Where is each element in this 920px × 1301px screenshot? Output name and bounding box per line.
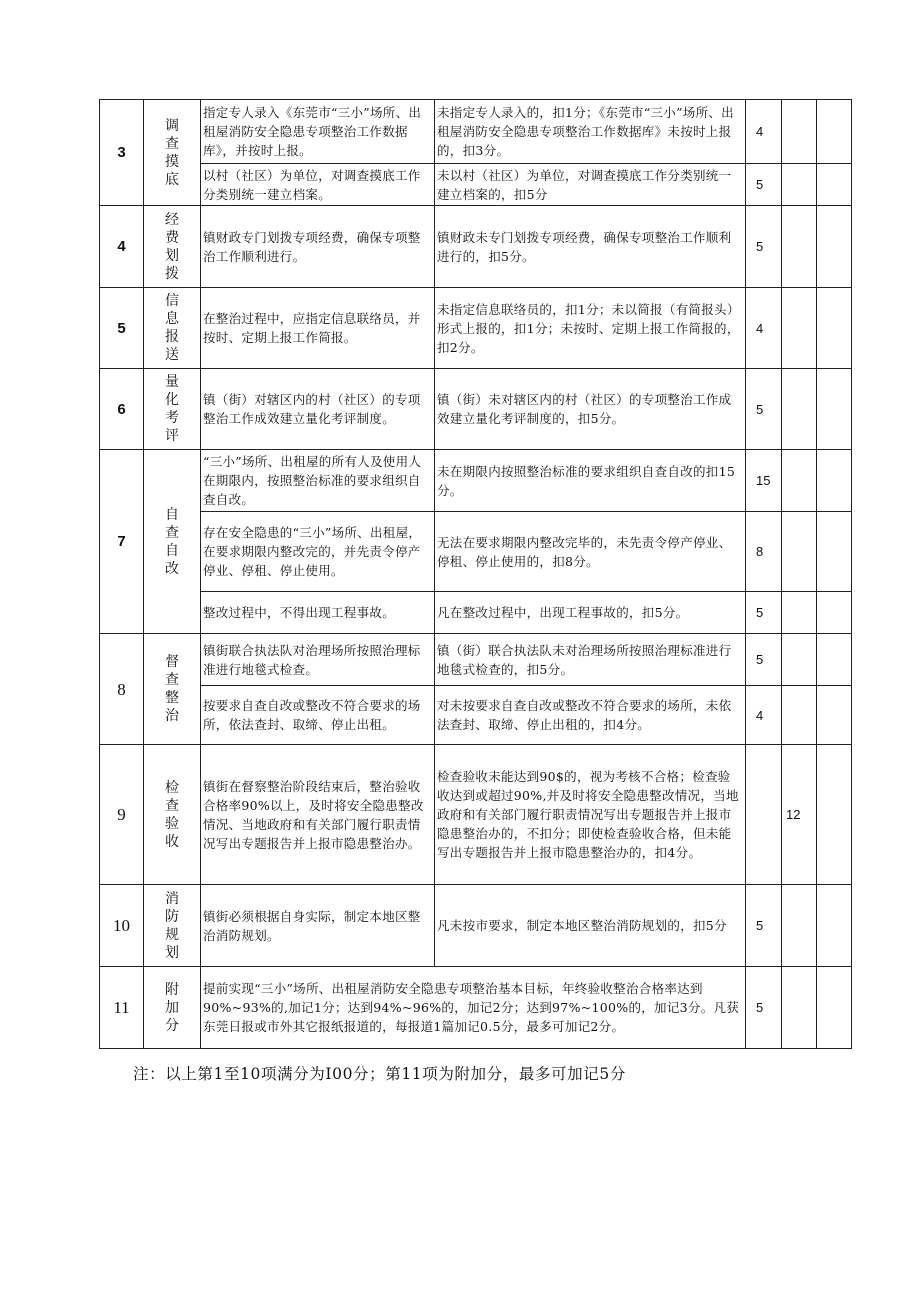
item-requirement: 镇街联合执法队对治理场所按照治理标准进行地毯式检查。 (201, 634, 435, 686)
item-score: 4 (746, 288, 782, 369)
item-score: 8 (746, 512, 782, 592)
blank-cell (782, 100, 817, 164)
item-score: 5 (746, 967, 782, 1049)
item-deduction-criteria: 未指定信息联络员的，扣1分；未以简报（有简报头）形式上报的，扣1分；未按时、定期上报工作简报的，扣2分。 (435, 288, 746, 369)
item-number: 3 (100, 100, 144, 206)
item-deduction-criteria: 凡在整改过程中，出现工程事故的，扣5分。 (435, 592, 746, 634)
blank-cell (782, 634, 817, 686)
blank-cell (817, 686, 852, 745)
table-row (100, 745, 852, 885)
blank-cell (817, 967, 852, 1049)
table-row (100, 634, 852, 686)
item-requirement: “三小”场所、出租屋的所有人及使用人在期限内，按照整治标准的要求组织自查自改。 (201, 450, 435, 512)
item-category: 信息报送 (144, 288, 201, 369)
blank-cell (817, 369, 852, 450)
item-deduction-criteria: 检查验收未能达到90$的，视为考核不合格；检查验收达到或超过90%,并及时将安全隐患整改情况，当地政府和有关部门履行职责情况写出专题报告并上报市隐患整治办的，不扣分；即使检查验收合格，但未能写出专题报告并上报市隐患整治办的，扣4分。 (435, 745, 746, 885)
item-deduction-criteria: 未在期限内按照整治标准的要求组织自查自改的扣15分。 (435, 450, 746, 512)
table-row (100, 164, 852, 206)
item-deduction-criteria: 镇（街）未对辖区内的村（社区）的专项整治工作成效建立量化考评制度的，扣5分。 (435, 369, 746, 450)
item-score: 5 (746, 206, 782, 288)
blank-cell (817, 100, 852, 164)
item-score: 15 (746, 450, 782, 512)
item-deduction-criteria: 无法在要求期限内整改完毕的，未先责令停产停业、停租、停止使用的，扣8分。 (435, 512, 746, 592)
item-number: 5 (100, 288, 144, 369)
table-row (100, 100, 852, 164)
table-row (100, 288, 852, 369)
table-row (100, 206, 852, 288)
blank-cell (782, 885, 817, 967)
item-requirement: 在整治过程中，应指定信息联络员，并按时、定期上报工作简报。 (201, 288, 435, 369)
item-score: 5 (746, 369, 782, 450)
item-requirement: 存在安全隐患的“三小”场所、出租屋，在要求期限内整改完的，并先责令停产停业、停租、停止使用。 (201, 512, 435, 592)
blank-cell (817, 512, 852, 592)
blank-cell (782, 592, 817, 634)
item-score: 4 (746, 100, 782, 164)
item-category: 消防规划 (144, 885, 201, 967)
item-score: 5 (746, 592, 782, 634)
blank-cell (817, 745, 852, 885)
item-deduction-criteria: 未以村（社区）为单位，对调查摸底工作分类别统一建立档案的，扣5分 (435, 164, 746, 206)
item-category: 经费划拨 (144, 206, 201, 288)
table-row (100, 592, 852, 634)
item-requirement: 镇财政专门划拨专项经费，确保专项整治工作顺利进行。 (201, 206, 435, 288)
item-number: 9 (100, 745, 144, 885)
item-number: 7 (100, 450, 144, 634)
blank-cell (817, 592, 852, 634)
item-number: 10 (100, 885, 144, 967)
item-category: 督查整治 (144, 634, 201, 745)
table-row (100, 967, 852, 1049)
blank-cell (782, 164, 817, 206)
item-requirement: 镇街必须根据自身实际，制定本地区整治消防规划。 (201, 885, 435, 967)
blank-cell (782, 512, 817, 592)
item-number: 6 (100, 369, 144, 450)
item-number: 4 (100, 206, 144, 288)
blank-cell (782, 686, 817, 745)
blank-cell (817, 288, 852, 369)
item-number: 11 (100, 967, 144, 1049)
blank-cell (782, 450, 817, 512)
blank-cell (817, 450, 852, 512)
item-score: 12 (782, 745, 817, 885)
item-requirement: 指定专人录入《东莞市“三小”场所、出租屋消防安全隐患专项整治工作数据库》，并按时上报。 (201, 100, 435, 164)
item-score: 4 (746, 686, 782, 745)
item-category: 调查摸底 (144, 100, 201, 206)
footnote: 注：以上第1至10项满分为I00分；第11项为附加分，最多可加记5分 (133, 1065, 626, 1083)
blank-cell (817, 164, 852, 206)
blank-cell (782, 967, 817, 1049)
item-deduction-criteria: 凡未按市要求，制定本地区整治消防规划的，扣5分 (435, 885, 746, 967)
item-requirement: 以村（社区）为单位，对调查摸底工作分类别统一建立档案。 (201, 164, 435, 206)
blank-cell (746, 745, 782, 885)
item-category: 检查验收 (144, 745, 201, 885)
item-deduction-criteria: 未指定专人录入的，扣1分；《东莞市“三小”场所、出租屋消防安全隐患专项整治工作数据库》未按时上报的，扣3分。 (435, 100, 746, 164)
blank-cell (817, 206, 852, 288)
item-deduction-criteria: 对未按要求自查自改或整改不符合要求的场所，未依法查封、取缔、停止出租的，扣4分。 (435, 686, 746, 745)
item-requirement: 按要求自查自改或整改不符合要求的场所，依法查封、取缔、停止出租。 (201, 686, 435, 745)
scoring-table (99, 99, 852, 1049)
bonus-description: 提前实现“三小”场所、出租屋消防安全隐患专项整治基本目标，年终验收整治合格率达到90%~93%的,加记1分；达到94%~96%的，加记2分；达到97%~100%的，加记3分。凡获东莞日报或市外其它报纸报道的，每报道1篇加记0.5分，最多可加记2分。 (201, 967, 746, 1049)
blank-cell (817, 885, 852, 967)
item-deduction-criteria: 镇（街）联合执法队未对治理场所按照治理标准进行地毯式检查的，扣5分。 (435, 634, 746, 686)
table-row (100, 369, 852, 450)
item-number: 8 (100, 634, 144, 745)
item-score: 5 (746, 164, 782, 206)
table-row (100, 450, 852, 512)
table-row (100, 885, 852, 967)
blank-cell (782, 206, 817, 288)
item-score: 5 (746, 634, 782, 686)
item-category: 附加分 (144, 967, 201, 1049)
item-deduction-criteria: 镇财政未专门划拨专项经费，确保专项整治工作顺利进行的，扣5分。 (435, 206, 746, 288)
table-row (100, 686, 852, 745)
item-category: 自查自改 (144, 450, 201, 634)
item-category: 量化考评 (144, 369, 201, 450)
blank-cell (782, 369, 817, 450)
item-requirement: 镇（街）对辖区内的村（社区）的专项整治工作成效建立量化考评制度。 (201, 369, 435, 450)
blank-cell (817, 634, 852, 686)
table-row (100, 512, 852, 592)
item-requirement: 整改过程中，不得出现工程事故。 (201, 592, 435, 634)
blank-cell (782, 288, 817, 369)
item-requirement: 镇街在督察整治阶段结束后，整治验收合格率90%以上，及时将安全隐患整改情况、当地政府和有关部门履行职责情况写出专题报告并上报市隐患整治办。 (201, 745, 435, 885)
item-score: 5 (746, 885, 782, 967)
